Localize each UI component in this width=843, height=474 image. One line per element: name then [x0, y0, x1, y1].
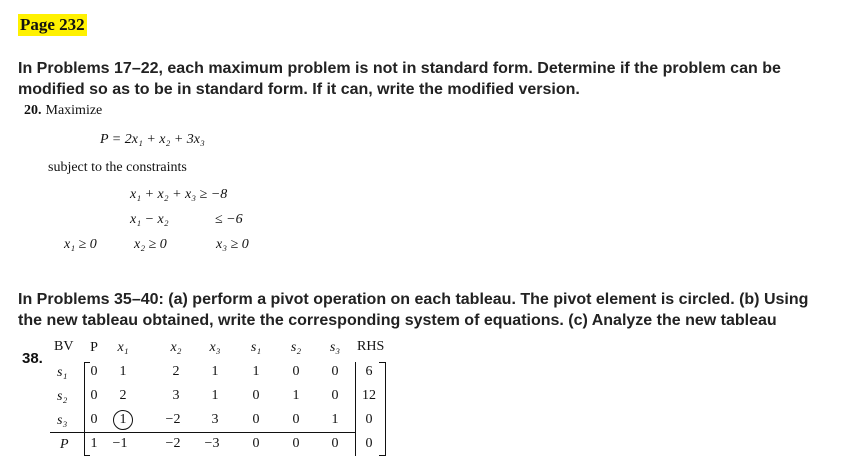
tableau-col-header: RHS [357, 339, 385, 354]
problem-20-label [24, 101, 102, 120]
tableau-cell: 3 [211, 412, 219, 427]
tableau-cell: 0 [90, 364, 98, 379]
tableau-cell: 0 [252, 388, 260, 403]
constraints-intro: subject to the constraints [48, 160, 187, 175]
tableau-cell-pivot: 1 [119, 412, 127, 427]
tableau-col-header: s₁ [250, 340, 262, 355]
tableau-col-header: x₃ [209, 340, 221, 355]
tableau-col-header: s₂ [290, 340, 302, 355]
tableau-row-bv: s₁ [57, 365, 68, 380]
constraint-1: x₁ + x₂ + x₃ ≥ −8 [130, 187, 228, 202]
tableau-cell: 0 [331, 388, 339, 403]
tableau-cell: 0 [90, 388, 98, 403]
tableau-cell: 1 [211, 388, 219, 403]
tableau-col-header: x₁ [117, 340, 129, 355]
constraint-2-lhs: x₁ − x₂ [130, 212, 169, 227]
tableau-cell: −1 [112, 436, 128, 451]
right-bracket-line [385, 362, 386, 456]
tableau-bv-header: BV [54, 339, 74, 354]
tableau-cell: 0 [365, 412, 373, 427]
tableau-cell: 3 [172, 388, 180, 403]
tableau-cell: 1 [211, 364, 219, 379]
tableau-cell: 0 [331, 436, 339, 451]
left-bracket-top [84, 362, 90, 363]
tableau-cell: 12 [362, 388, 376, 403]
tableau-cell: 1 [119, 364, 127, 379]
section2-heading-line2: the new tableau obtained, write the corresponding system of equations. (c) Analyze the new tableau [18, 312, 777, 329]
objective-function: P = 2x₁ + x₂ + 3x₃ [100, 132, 205, 147]
tableau-cell: 0 [292, 412, 300, 427]
right-bracket-top [379, 362, 385, 363]
section1-heading-line1: In Problems 17–22, each maximum problem is not in standard form. Determine if the problem can be [18, 60, 781, 77]
problem-verb: Maximize [45, 103, 103, 118]
tableau-col-header: s₃ [329, 340, 341, 355]
tableau-cell: 1 [90, 436, 98, 451]
tableau-cell: 0 [292, 364, 300, 379]
problem-38-number: 38. [22, 350, 43, 367]
tableau-cell: −2 [165, 412, 181, 427]
right-bracket-bottom [379, 455, 385, 456]
nonneg-x2: x₂ ≥ 0 [134, 237, 167, 252]
tableau-cell: 6 [365, 364, 373, 379]
tableau-cell: 0 [252, 412, 260, 427]
left-bracket-bottom [84, 455, 90, 456]
tableau-row-bv: s₃ [57, 413, 68, 428]
tableau-cell: 1 [252, 364, 260, 379]
objective-row-separator [50, 432, 356, 433]
tableau-cell: 2 [172, 364, 180, 379]
tableau-row-bv: P [60, 437, 69, 452]
tableau-col-header: x₂ [170, 340, 182, 355]
left-bracket-line [84, 362, 85, 456]
tableau-cell: −3 [204, 436, 220, 451]
tableau-cell: 0 [365, 436, 373, 451]
tableau-cell: 1 [292, 388, 300, 403]
tableau-cell: −2 [165, 436, 181, 451]
section1-heading-line2: modified so as to be in standard form. If it can, write the modified version. [18, 81, 580, 98]
constraint-2-rhs: ≤ −6 [215, 212, 243, 227]
nonneg-x1: x₁ ≥ 0 [64, 237, 97, 252]
tableau-cell: 2 [119, 388, 127, 403]
rhs-separator [355, 362, 356, 456]
nonneg-x3: x₃ ≥ 0 [216, 237, 249, 252]
tableau-cell: 1 [331, 412, 339, 427]
section2-heading-line1: In Problems 35–40: (a) perform a pivot operation on each tableau. The pivot element is circled. (b) Using [18, 291, 809, 308]
tableau-row-bv: s₂ [57, 389, 68, 404]
page-label: Page 232 [20, 15, 85, 34]
tableau-cell: 0 [292, 436, 300, 451]
tableau-cell: 0 [90, 412, 98, 427]
tableau-cell: 0 [331, 364, 339, 379]
problem-number: 20. [24, 103, 42, 118]
tableau-cell: 0 [252, 436, 260, 451]
tableau-col-header: P [90, 340, 98, 355]
